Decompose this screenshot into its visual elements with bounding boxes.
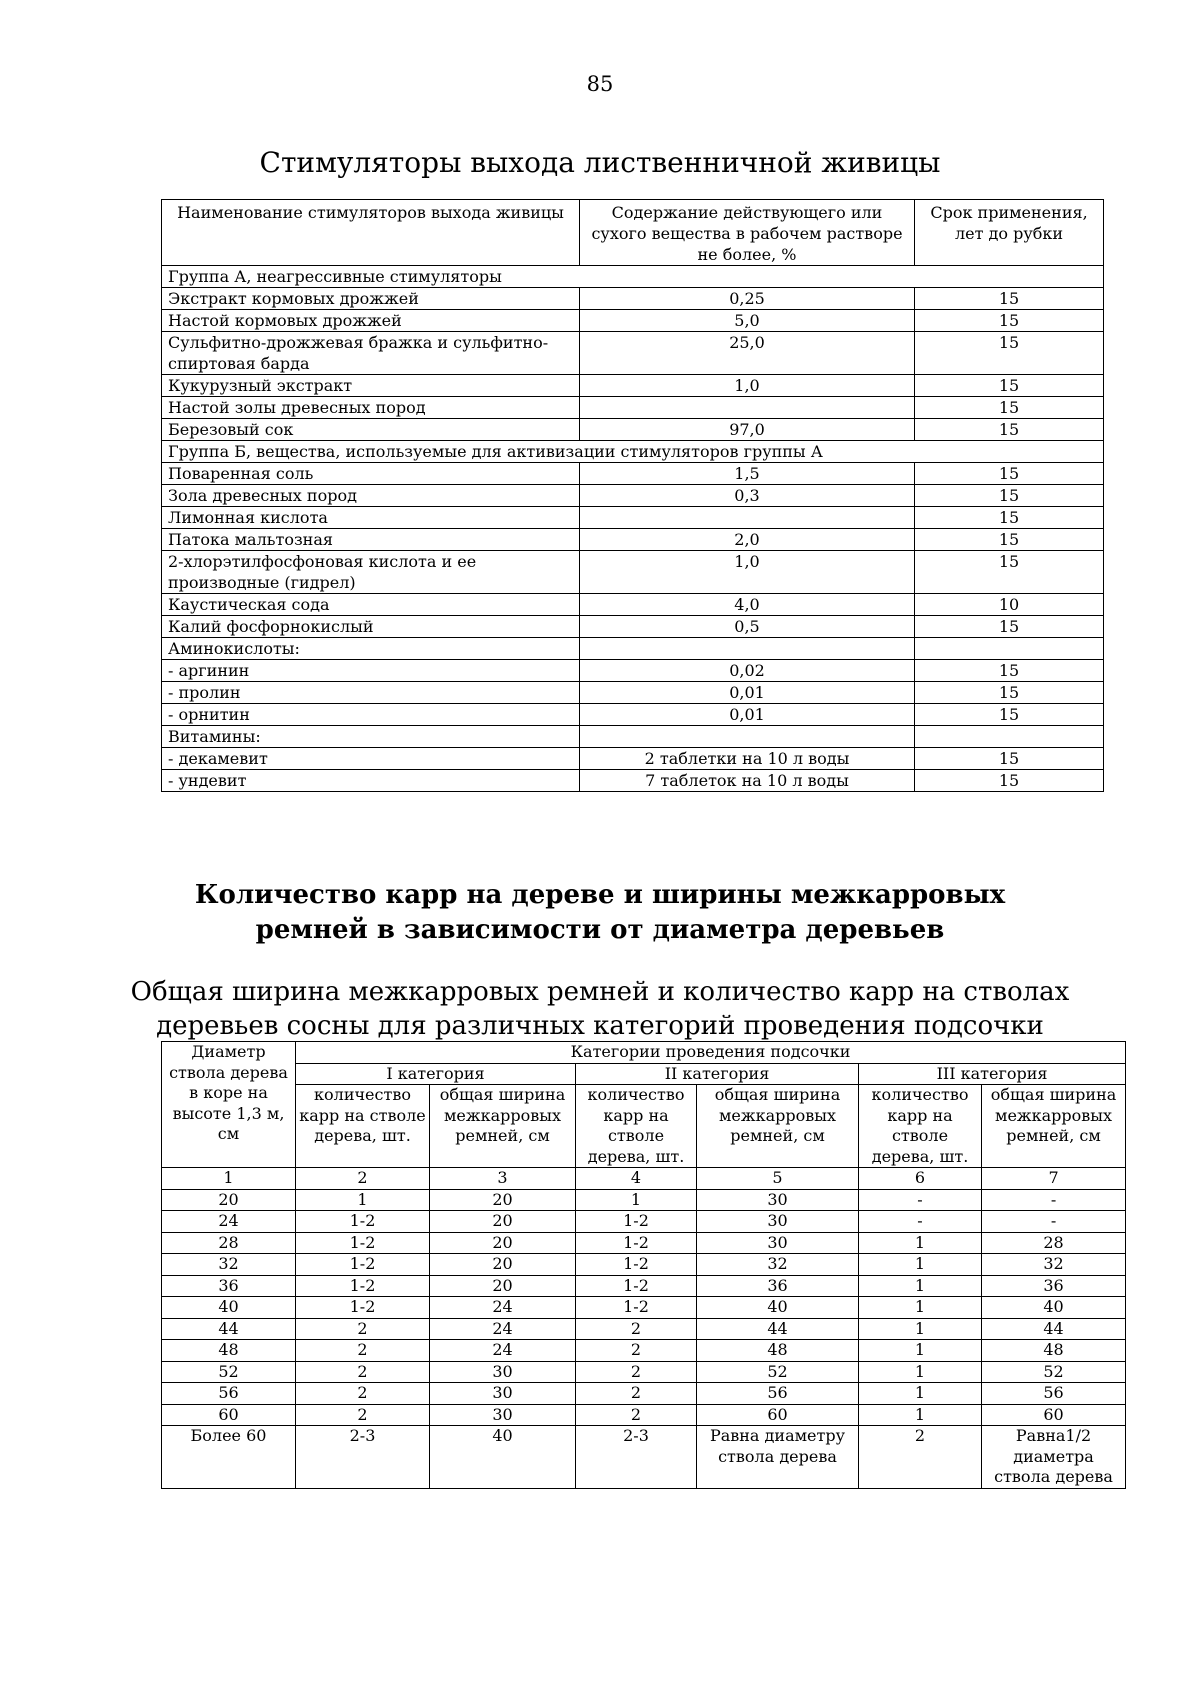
value-cell: 1 [859, 1340, 982, 1362]
stimulator-term: 15 [915, 485, 1104, 507]
table-row [162, 1318, 1126, 1340]
stimulator-content: 0,02 [580, 660, 915, 682]
stimulator-term: 15 [915, 748, 1104, 770]
value-cell: 52 [982, 1361, 1126, 1383]
stimulator-term: 15 [915, 770, 1104, 792]
stimulator-term: 15 [915, 551, 1104, 594]
value-cell: 2 [296, 1404, 430, 1426]
value-cell: 1 [859, 1383, 982, 1405]
stimulator-term: 15 [915, 310, 1104, 332]
table-row [162, 332, 1104, 375]
table2-header-row-1 [162, 1042, 1126, 1064]
stimulator-name: - орнитин [162, 704, 580, 726]
value-cell: 1 [859, 1232, 982, 1254]
value-cell: 2 [576, 1318, 697, 1340]
stimulator-name: Калий фосфорнокислый [162, 616, 580, 638]
value-cell: 60 [982, 1404, 1126, 1426]
table1-header-row [162, 200, 1104, 266]
value-cell: 20 [430, 1232, 576, 1254]
value-cell: 1 [859, 1275, 982, 1297]
table-row [162, 529, 1104, 551]
value-cell: 48 [982, 1340, 1126, 1362]
stimulator-name: Березовый сок [162, 419, 580, 441]
stimulator-content: 1,0 [580, 551, 915, 594]
value-cell: 30 [697, 1211, 859, 1233]
value-cell: - [982, 1189, 1126, 1211]
diameter-cell: 52 [162, 1361, 296, 1383]
value-cell: 20 [430, 1189, 576, 1211]
stimulator-content [580, 638, 915, 660]
stimulator-content: 0,3 [580, 485, 915, 507]
group-row [162, 441, 1104, 463]
sub-count-3: количество карр на стволе дерева, шт. [859, 1085, 982, 1168]
stimulator-term: 15 [915, 419, 1104, 441]
value-cell: 1-2 [576, 1297, 697, 1319]
table-row [162, 682, 1104, 704]
value-cell: Равна1/2 диаметра ствола дерева [982, 1426, 1126, 1489]
table-row [162, 1189, 1126, 1211]
table-row [162, 1232, 1126, 1254]
value-cell: 1-2 [296, 1297, 430, 1319]
stimulator-term [915, 726, 1104, 748]
value-cell: 2 [576, 1361, 697, 1383]
table-row [162, 1361, 1126, 1383]
table-row [162, 397, 1104, 419]
stimulator-name: Сульфитно-дрожжевая бражка и сульфитно-спиртовая барда [162, 332, 580, 375]
stimulator-name: 2-хлорэтилфосфоновая кислота и ее производные (гидрел) [162, 551, 580, 594]
table-row [162, 594, 1104, 616]
table-row [162, 288, 1104, 310]
stimulator-name: Поваренная соль [162, 463, 580, 485]
stimulator-name: Витамины: [162, 726, 580, 748]
stimulator-content: 2,0 [580, 529, 915, 551]
stimulator-name: - ундевит [162, 770, 580, 792]
value-cell: 28 [982, 1232, 1126, 1254]
stimulator-content: 97,0 [580, 419, 915, 441]
table-row [162, 485, 1104, 507]
sub-count-1: количество карр на стволе дерева, шт. [296, 1085, 430, 1168]
stimulator-term: 15 [915, 507, 1104, 529]
stimulator-term: 15 [915, 682, 1104, 704]
stimulator-name: - пролин [162, 682, 580, 704]
stimulator-content: 5,0 [580, 310, 915, 332]
stimulator-term: 15 [915, 704, 1104, 726]
group-row [162, 266, 1104, 288]
table-row [162, 726, 1104, 748]
category-2: II категория [576, 1063, 859, 1085]
table-row [162, 551, 1104, 594]
stimulator-term [915, 638, 1104, 660]
diameter-cell: 24 [162, 1211, 296, 1233]
stimulator-content: 25,0 [580, 332, 915, 375]
section-title [0, 878, 1200, 948]
sub-width-2: общая ширина межкарровых ремней, см [697, 1085, 859, 1168]
header-name: Наименование стимуляторов выхода живицы [162, 200, 580, 266]
table2-header-row-2 [162, 1063, 1126, 1085]
table-row [162, 310, 1104, 332]
stimulator-term: 15 [915, 288, 1104, 310]
diameter-cell: 40 [162, 1297, 296, 1319]
table-row [162, 1297, 1126, 1319]
value-cell: 2 [296, 1383, 430, 1405]
value-cell: 1 [859, 1254, 982, 1276]
value-cell: 56 [982, 1383, 1126, 1405]
stimulator-name: Лимонная кислота [162, 507, 580, 529]
diameter-cell: 32 [162, 1254, 296, 1276]
stimulator-name: - декамевит [162, 748, 580, 770]
value-cell: 30 [430, 1404, 576, 1426]
value-cell: 24 [430, 1297, 576, 1319]
value-cell: 1 [859, 1361, 982, 1383]
table-row [162, 1426, 1126, 1489]
value-cell: 1-2 [576, 1211, 697, 1233]
col-number: 3 [430, 1168, 576, 1190]
value-cell: 20 [430, 1254, 576, 1276]
value-cell: 36 [982, 1275, 1126, 1297]
table-row [162, 748, 1104, 770]
stimulator-content: 0,01 [580, 682, 915, 704]
value-cell: 1 [859, 1318, 982, 1340]
table-row [162, 1254, 1126, 1276]
value-cell: 1 [859, 1404, 982, 1426]
table-row [162, 419, 1104, 441]
stimulator-term: 15 [915, 660, 1104, 682]
table-row [162, 1404, 1126, 1426]
col-number: 7 [982, 1168, 1126, 1190]
value-cell: 1-2 [296, 1211, 430, 1233]
diameter-cell: 60 [162, 1404, 296, 1426]
stimulator-term: 10 [915, 594, 1104, 616]
table-row [162, 507, 1104, 529]
table2-title [0, 975, 1200, 1043]
col-number: 5 [697, 1168, 859, 1190]
stimulator-name: Настой кормовых дрожжей [162, 310, 580, 332]
stimulator-name: Каустическая сода [162, 594, 580, 616]
value-cell: Равна диаметру ствола дерева [697, 1426, 859, 1489]
table-row [162, 660, 1104, 682]
stimulator-content [580, 397, 915, 419]
stimulator-content: 7 таблеток на 10 л воды [580, 770, 915, 792]
stimulator-term: 15 [915, 616, 1104, 638]
table-row [162, 463, 1104, 485]
value-cell: 2 [296, 1318, 430, 1340]
diameter-cell: 36 [162, 1275, 296, 1297]
value-cell: 1-2 [576, 1275, 697, 1297]
value-cell: - [859, 1189, 982, 1211]
stimulator-content [580, 726, 915, 748]
value-cell: 40 [982, 1297, 1126, 1319]
value-cell: 1 [576, 1189, 697, 1211]
stimulator-name: Экстракт кормовых дрожжей [162, 288, 580, 310]
table2-title-text: Общая ширина межкарровых ремней и количество карр на стволах деревьев сосны для различных категорий проведения подсочки [130, 977, 1070, 1041]
value-cell: 52 [697, 1361, 859, 1383]
table-row [162, 616, 1104, 638]
value-cell: 20 [430, 1275, 576, 1297]
value-cell: 44 [982, 1318, 1126, 1340]
col-number: 1 [162, 1168, 296, 1190]
value-cell: 2 [859, 1426, 982, 1489]
table-row [162, 1383, 1126, 1405]
group-label: Группа Б, вещества, используемые для активизации стимуляторов группы А [162, 441, 1104, 463]
value-cell: 56 [697, 1383, 859, 1405]
diameter-cell: 28 [162, 1232, 296, 1254]
diameter-cell: 20 [162, 1189, 296, 1211]
value-cell: 30 [430, 1383, 576, 1405]
value-cell: 40 [697, 1297, 859, 1319]
value-cell: 2 [296, 1340, 430, 1362]
sub-count-2: количество карр на стволе дерева, шт. [576, 1085, 697, 1168]
value-cell: 1-2 [576, 1232, 697, 1254]
diameter-cell: Более 60 [162, 1426, 296, 1489]
value-cell: 1 [859, 1297, 982, 1319]
value-cell: 2 [576, 1404, 697, 1426]
stimulator-name: Кукурузный экстракт [162, 375, 580, 397]
value-cell: 1-2 [296, 1275, 430, 1297]
table2-header-row-3 [162, 1085, 1126, 1168]
stimulator-content: 4,0 [580, 594, 915, 616]
table-row [162, 375, 1104, 397]
stimulator-content: 0,25 [580, 288, 915, 310]
value-cell: 32 [982, 1254, 1126, 1276]
table-row [162, 638, 1104, 660]
stimulator-content: 2 таблетки на 10 л воды [580, 748, 915, 770]
value-cell: 2-3 [296, 1426, 430, 1489]
value-cell: 30 [697, 1232, 859, 1254]
col-number: 4 [576, 1168, 697, 1190]
header-diameter: Диаметр ствола дерева в коре на высоте 1,3 м, см [162, 1042, 296, 1168]
stimulator-content: 0,01 [580, 704, 915, 726]
stimulator-term: 15 [915, 463, 1104, 485]
value-cell: 24 [430, 1340, 576, 1362]
diameter-cell: 56 [162, 1383, 296, 1405]
value-cell: - [859, 1211, 982, 1233]
value-cell: 40 [430, 1426, 576, 1489]
sub-width-1: общая ширина межкарровых ремней, см [430, 1085, 576, 1168]
table-row [162, 1340, 1126, 1362]
stimulator-term: 15 [915, 529, 1104, 551]
carr-width-table [161, 1041, 1126, 1489]
stimulator-content: 1,0 [580, 375, 915, 397]
col-number: 6 [859, 1168, 982, 1190]
stimulator-content [580, 507, 915, 529]
section-title-text: Количество карр на дереве и ширины межкарровых ремней в зависимости от диаметра деревьев [194, 880, 1006, 945]
value-cell: 2 [296, 1361, 430, 1383]
group-label: Группа А, неагрессивные стимуляторы [162, 266, 1104, 288]
value-cell: 48 [697, 1340, 859, 1362]
stimulator-name: - аргинин [162, 660, 580, 682]
value-cell: 44 [697, 1318, 859, 1340]
value-cell: 30 [430, 1361, 576, 1383]
value-cell: 1-2 [296, 1254, 430, 1276]
stimulator-name: Настой золы древесных пород [162, 397, 580, 419]
table-row [162, 1211, 1126, 1233]
header-content: Содержание действующего или сухого вещества в рабочем растворе не более, % [580, 200, 915, 266]
value-cell: - [982, 1211, 1126, 1233]
stimulator-term: 15 [915, 397, 1104, 419]
diameter-cell: 48 [162, 1340, 296, 1362]
value-cell: 20 [430, 1211, 576, 1233]
stimulator-term: 15 [915, 375, 1104, 397]
value-cell: 32 [697, 1254, 859, 1276]
stimulator-name: Зола древесных пород [162, 485, 580, 507]
table-row [162, 1275, 1126, 1297]
table-row [162, 770, 1104, 792]
sub-width-3: общая ширина межкарровых ремней, см [982, 1085, 1126, 1168]
value-cell: 24 [430, 1318, 576, 1340]
value-cell: 36 [697, 1275, 859, 1297]
stimulator-content: 1,5 [580, 463, 915, 485]
header-categories: Категории проведения подсочки [296, 1042, 1126, 1064]
value-cell: 2-3 [576, 1426, 697, 1489]
table2-number-row [162, 1168, 1126, 1190]
page-number: 85 [586, 72, 614, 96]
value-cell: 1-2 [296, 1232, 430, 1254]
value-cell: 2 [576, 1383, 697, 1405]
stimulator-name: Патока мальтозная [162, 529, 580, 551]
stimulator-content: 0,5 [580, 616, 915, 638]
value-cell: 60 [697, 1404, 859, 1426]
diameter-cell: 44 [162, 1318, 296, 1340]
table1-title: Стимуляторы выхода лиственничной живицы [259, 146, 941, 179]
col-number: 2 [296, 1168, 430, 1190]
header-term: Срок применения, лет до рубки [915, 200, 1104, 266]
value-cell: 2 [576, 1340, 697, 1362]
stimulator-name: Аминокислоты: [162, 638, 580, 660]
stimulator-term: 15 [915, 332, 1104, 375]
category-3: III категория [859, 1063, 1126, 1085]
stimulators-table [161, 199, 1104, 792]
category-1: I категория [296, 1063, 576, 1085]
value-cell: 1 [296, 1189, 430, 1211]
value-cell: 30 [697, 1189, 859, 1211]
value-cell: 1-2 [576, 1254, 697, 1276]
table-row [162, 704, 1104, 726]
